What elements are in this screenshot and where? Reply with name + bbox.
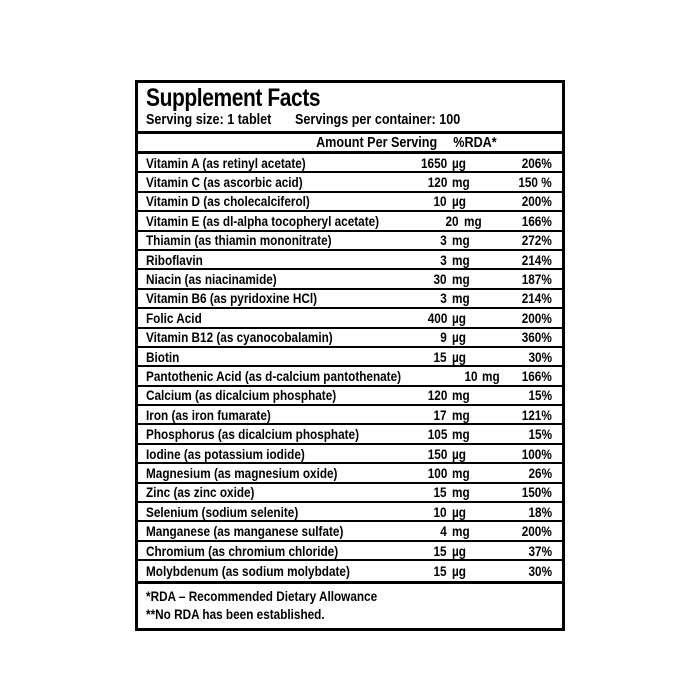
nutrient-rda: 206% bbox=[521, 154, 552, 171]
nutrient-row bbox=[138, 503, 562, 522]
nutrient-amount: 15 bbox=[433, 562, 447, 579]
nutrient-unit: mg bbox=[463, 212, 482, 229]
nutrient-unit: µg bbox=[452, 329, 466, 346]
nutrient-rda: 214% bbox=[521, 290, 552, 307]
nutrient-row bbox=[138, 270, 562, 289]
nutrient-name: Selenium (sodium selenite) bbox=[146, 503, 299, 520]
nutrient-rda: 15% bbox=[528, 387, 552, 404]
nutrient-amount: 105 bbox=[427, 426, 447, 443]
nutrient-name: Thiamin (as thiamin mononitrate) bbox=[146, 232, 332, 249]
nutrient-amount: 15 bbox=[433, 542, 447, 559]
nutrient-row bbox=[138, 425, 562, 444]
nutrient-rda: 166% bbox=[521, 367, 552, 384]
nutrient-unit: µg bbox=[452, 562, 466, 579]
nutrient-rda: 200% bbox=[521, 193, 552, 210]
nutrient-row bbox=[138, 561, 562, 580]
nutrient-row bbox=[138, 445, 562, 464]
nutrient-row bbox=[138, 154, 562, 173]
footnote-rda-definition: *RDA – Recommended Dietary Allowance bbox=[146, 587, 378, 604]
nutrient-amount: 15 bbox=[433, 484, 447, 501]
nutrient-unit: mg bbox=[452, 484, 470, 501]
nutrient-amount: 3 bbox=[440, 290, 447, 307]
nutrient-unit: mg bbox=[452, 271, 470, 288]
nutrient-rda: 166% bbox=[521, 212, 552, 229]
nutrient-row bbox=[138, 542, 562, 561]
nutrient-row bbox=[138, 367, 562, 386]
nutrient-amount: 1650 bbox=[420, 154, 447, 171]
nutrient-rda: 26% bbox=[528, 464, 552, 481]
footnote-no-rda: **No RDA has been established. bbox=[146, 605, 325, 622]
nutrient-unit: µg bbox=[452, 542, 466, 559]
nutrient-amount: 3 bbox=[440, 232, 447, 249]
nutrient-name: Magnesium (as magnesium oxide) bbox=[146, 464, 338, 481]
nutrient-row bbox=[138, 232, 562, 251]
nutrient-unit: mg bbox=[452, 251, 470, 268]
nutrient-row bbox=[138, 309, 562, 328]
nutrient-amount: 10 bbox=[433, 503, 447, 520]
nutrient-name: Iron (as iron fumarate) bbox=[146, 406, 271, 423]
nutrient-unit: mg bbox=[452, 387, 470, 404]
nutrient-name: Riboflavin bbox=[146, 251, 203, 268]
nutrient-name: Zinc (as zinc oxide) bbox=[146, 484, 255, 501]
nutrient-amount: 10 bbox=[433, 193, 447, 210]
nutrient-unit: mg bbox=[452, 290, 470, 307]
nutrient-rda: 187% bbox=[521, 271, 552, 288]
nutrient-unit: µg bbox=[452, 193, 466, 210]
nutrient-unit: mg bbox=[452, 174, 470, 191]
nutrient-name: Niacin (as niacinamide) bbox=[146, 271, 277, 288]
footnotes bbox=[138, 581, 562, 628]
nutrient-amount: 150 bbox=[427, 445, 447, 462]
nutrient-name: Vitamin B6 (as pyridoxine HCl) bbox=[146, 290, 318, 307]
nutrient-name: Manganese (as manganese sulfate) bbox=[146, 523, 344, 540]
nutrient-rda: 121% bbox=[521, 406, 552, 423]
nutrient-unit: mg bbox=[452, 232, 470, 249]
supplement-facts-label bbox=[135, 80, 565, 631]
nutrient-amount: 120 bbox=[427, 387, 447, 404]
nutrient-row bbox=[138, 193, 562, 212]
nutrient-amount: 4 bbox=[440, 523, 447, 540]
nutrient-unit: mg bbox=[452, 406, 470, 423]
nutrient-unit: mg bbox=[452, 464, 470, 481]
nutrient-name: Biotin bbox=[146, 348, 180, 365]
nutrient-rda: 18% bbox=[528, 503, 552, 520]
nutrient-amount: 10 bbox=[464, 367, 478, 384]
nutrient-rda: 360% bbox=[521, 329, 552, 346]
nutrient-row bbox=[138, 406, 562, 425]
rda-header: %RDA* bbox=[453, 134, 497, 151]
column-header-row bbox=[138, 134, 562, 154]
serving-info bbox=[146, 111, 554, 128]
nutrient-row bbox=[138, 348, 562, 367]
nutrient-rda: 37% bbox=[528, 542, 552, 559]
nutrient-name: Vitamin C (as ascorbic acid) bbox=[146, 174, 303, 191]
nutrient-amount: 9 bbox=[440, 329, 447, 346]
nutrient-rda: 30% bbox=[528, 562, 552, 579]
nutrient-row bbox=[138, 212, 562, 231]
nutrient-name: Chromium (as chromium chloride) bbox=[146, 542, 339, 559]
nutrient-amount: 100 bbox=[427, 464, 447, 481]
servings-per-container: Servings per container: 100 bbox=[295, 111, 461, 128]
nutrient-name: Folic Acid bbox=[146, 309, 202, 326]
nutrient-rda: 214% bbox=[521, 251, 552, 268]
nutrient-name: Phosphorus (as dicalcium phosphate) bbox=[146, 426, 360, 443]
nutrient-amount: 400 bbox=[427, 309, 447, 326]
nutrient-name: Vitamin A (as retinyl acetate) bbox=[146, 154, 306, 171]
nutrient-name: Molybdenum (as sodium molybdate) bbox=[146, 562, 350, 579]
nutrient-row bbox=[138, 387, 562, 406]
nutrient-rda: 150% bbox=[521, 484, 552, 501]
label-title bbox=[146, 86, 554, 111]
nutrient-amount: 30 bbox=[433, 271, 447, 288]
nutrient-unit: mg bbox=[452, 523, 470, 540]
nutrient-unit: µg bbox=[452, 445, 466, 462]
nutrient-rda: 200% bbox=[521, 523, 552, 540]
nutrient-name: Vitamin E (as dl-alpha tocopheryl acetate) bbox=[146, 212, 380, 229]
amount-per-serving-header: Amount Per Serving bbox=[316, 134, 438, 151]
nutrient-row bbox=[138, 484, 562, 503]
nutrient-name: Vitamin B12 (as cyanocobalamin) bbox=[146, 329, 333, 346]
nutrient-row bbox=[138, 173, 562, 192]
nutrient-name: Calcium (as dicalcium phosphate) bbox=[146, 387, 337, 404]
nutrient-rda: 272% bbox=[521, 232, 552, 249]
nutrient-row bbox=[138, 464, 562, 483]
serving-size: Serving size: 1 tablet bbox=[146, 111, 272, 128]
nutrient-unit: µg bbox=[452, 503, 466, 520]
label-header bbox=[138, 83, 562, 134]
nutrient-rda: 100% bbox=[521, 445, 552, 462]
nutrient-amount: 17 bbox=[433, 406, 447, 423]
nutrient-unit: mg bbox=[452, 426, 470, 443]
nutrient-rows bbox=[138, 154, 562, 581]
nutrient-row bbox=[138, 251, 562, 270]
nutrient-row bbox=[138, 290, 562, 309]
nutrient-unit: µg bbox=[452, 348, 466, 365]
nutrient-row bbox=[138, 522, 562, 541]
label-title-text: Supplement Facts bbox=[146, 84, 321, 112]
nutrient-unit: µg bbox=[452, 309, 466, 326]
nutrient-amount: 3 bbox=[440, 251, 447, 268]
nutrient-rda: 30% bbox=[528, 348, 552, 365]
nutrient-unit: mg bbox=[482, 367, 501, 384]
nutrient-rda: 15% bbox=[528, 426, 552, 443]
nutrient-unit: µg bbox=[452, 154, 466, 171]
nutrient-amount: 20 bbox=[445, 212, 459, 229]
nutrient-rda: 200% bbox=[521, 309, 552, 326]
nutrient-name: Pantothenic Acid (as d-calcium pantothenate) bbox=[146, 367, 402, 384]
nutrient-amount: 15 bbox=[433, 348, 447, 365]
nutrient-amount: 120 bbox=[427, 174, 447, 191]
nutrient-rda: 150 % bbox=[518, 174, 552, 191]
nutrient-name: Vitamin D (as cholecalciferol) bbox=[146, 193, 310, 210]
nutrient-name: Iodine (as potassium iodide) bbox=[146, 445, 305, 462]
nutrient-row bbox=[138, 329, 562, 348]
